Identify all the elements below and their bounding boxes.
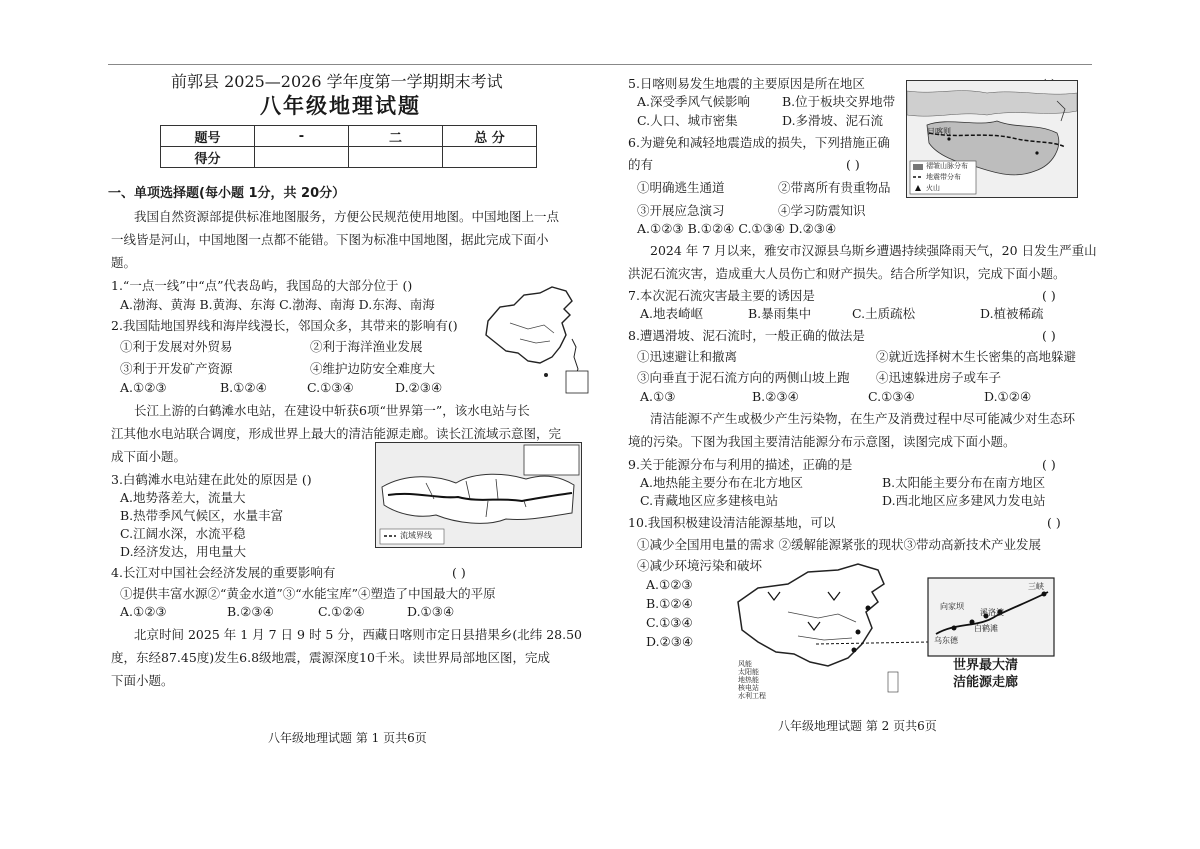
q2-item: ③利于开发矿产资源 [120, 361, 233, 376]
intro2-line: 江其他水电站联合调度，形成世界上最大的清洁能源走廊。读长江流域示意图，完 [111, 426, 562, 441]
q7-option: B.暴雨集中 [748, 306, 812, 321]
q2-option: A.①②③ [120, 380, 167, 395]
map-label-shigatse: 日喀则 [927, 127, 951, 136]
question-3: 3.白鹤滩水电站建在此处的原因是 () [111, 472, 312, 487]
q10-option: C.①③④ [646, 615, 693, 630]
question-7: 7.本次泥石流灾害最主要的诱因是 [628, 288, 815, 303]
intro5-line: 境的污染。下图为我国主要清洁能源分布示意图，读图完成下面小题。 [628, 434, 1016, 449]
q9-option: A.地热能主要分布在北方地区 [640, 475, 804, 490]
q4-option: D.①③④ [407, 604, 455, 619]
q1-options: A.渤海、黄海 B.黄海、东海 C.渤海、南海 D.东海、南海 [120, 297, 435, 312]
answer-paren: ( ) [1042, 288, 1056, 303]
page-footer: 八年级地理试题 第 2 页共6页 [778, 719, 937, 733]
question-2: 2.我国陆地国界线和海岸线漫长，邻国众多，其带来的影响有() [111, 318, 458, 333]
q9-option: D.西北地区应多建风力发电站 [882, 493, 1046, 508]
q3-option: B.热带季风气候区，水量丰富 [120, 508, 284, 523]
q3-option: D.经济发达，用电量大 [120, 544, 247, 559]
question-10: 10.我国积极建设清洁能源基地，可以 [628, 515, 836, 530]
section1-heading: 一、单项选择题(每小题 1分，共 20分） [108, 186, 346, 201]
q7-option: C.土质疏松 [852, 306, 916, 321]
q6-item: ②带离所有贵重物品 [778, 180, 891, 195]
legend-geothermal: 地热能 [738, 676, 759, 684]
intro3-line: 度，东经87.45度)发生6.8级地震，震源深度10千米。读世界局部地区图，完成 [111, 650, 550, 665]
q2-option: B.①②④ [220, 380, 267, 395]
top-rule [108, 64, 1092, 65]
paper-title: 八年级地理试题 [260, 94, 421, 118]
yangtze-basin-map [375, 442, 582, 548]
q7-option: A.地表崎岖 [640, 306, 704, 321]
q8-option: A.①③ [640, 389, 676, 404]
score-header-cell: - [255, 126, 349, 147]
map-legend-seismic-belt: 地震带分布 [926, 173, 961, 181]
question-5: 5.日喀则易发生地震的主要原因是所在地区 [628, 76, 865, 91]
map-title-line: 世界最大清 [953, 658, 1019, 673]
map-legend-label: 流域界线 [400, 531, 432, 540]
inset-label-baihetan: 白鹤滩 [974, 624, 998, 633]
q2-item: ①利于发展对外贸易 [120, 339, 233, 354]
q10-option: A.①②③ [646, 577, 693, 592]
legend-wind: 风能 [738, 660, 752, 668]
q3-option: A.地势落差大，流量大 [120, 490, 246, 505]
q4-option: A.①②③ [120, 604, 167, 619]
page-footer: 八年级地理试题 第 1 页共6页 [268, 731, 427, 745]
inset-label-three-gorges: 三峡 [1028, 582, 1044, 591]
intro4-line: 洪泥石流灾害，造成重大人员伤亡和财产损失。结合所学知识，完成下面小题。 [628, 266, 1066, 281]
question-8: 8.遭遇滑坡、泥石流时，一般正确的做法是 [628, 328, 865, 343]
legend-hydro: 水利工程 [738, 692, 766, 700]
answer-paren: ( ) [452, 565, 466, 580]
q5-option: B.位于板块交界地带 [782, 94, 896, 109]
question-9: 9.关于能源分布与利用的描述，正确的是 [628, 457, 853, 472]
q8-item: ③向垂直于泥石流方向的两侧山坡上跑 [637, 370, 850, 385]
question-1: 1.“一点一线”中“点”代表岛屿，我国岛的大部分位于 () [111, 278, 413, 293]
legend-nuclear: 核电站 [738, 684, 759, 692]
intro3-line: 下面小题。 [111, 673, 174, 688]
q6-item: ③开展应急演习 [637, 203, 725, 218]
intro5-line: 清洁能源不产生或极少产生污染物，在生产及消费过程中尽可能减少对生态环 [650, 411, 1076, 426]
clean-energy-map [728, 562, 1066, 702]
intro3-line: 北京时间 2025 年 1 月 7 日 9 时 5 分，西藏日喀则市定日县措果乡(北纬 28.50 [134, 627, 582, 642]
intro2-line: 长江上游的白鹤滩水电站，在建设中斩获6项“世界第一”，该水电站与长 [134, 403, 530, 418]
q4-items: ①提供丰富水源②“黄金水道”③“水能宝库”④塑造了中国最大的平原 [120, 586, 496, 601]
inset-label-xiluodu: 溪洛渡 [980, 608, 1004, 617]
q8-option: D.①②④ [984, 389, 1032, 404]
map-legend-fold-mountains: 褶皱山脉分布 [926, 162, 968, 170]
q4-option: C.①②④ [318, 604, 365, 619]
q6-options: A.①②③ B.①②④ C.①③④ D.②③④ [637, 221, 837, 236]
score-header-cell: 二 [349, 126, 443, 147]
q9-option: B.太阳能主要分布在南方地区 [882, 475, 1046, 490]
inset-label-wudongde: 乌东德 [934, 636, 958, 645]
intro2-line: 成下面小题。 [111, 449, 187, 464]
intro1-line: 题。 [111, 255, 137, 270]
score-input-cell [349, 147, 443, 168]
exam-title: 前郭县 2025—2026 学年度第一学期期末考试 [171, 72, 503, 91]
question-6: 6.为避免和减轻地震造成的损失，下列措施正确 [628, 135, 890, 150]
answer-paren: ( ) [1042, 328, 1056, 343]
intro1-line: 我国自然资源部提供标准地图服务，方便公民规范使用地图。中国地图上一点 [134, 209, 560, 224]
q10-option: D.②③④ [646, 634, 694, 649]
q10-items: ④减少环境污染和破坏 [637, 558, 763, 573]
q10-option: B.①②④ [646, 596, 693, 611]
q10-items: ①减少全国用电量的需求 ②缓解能源紧张的现状③带动高新技术产业发展 [637, 537, 1041, 552]
world-region-map [906, 80, 1078, 198]
question-4: 4.长江对中国社会经济发展的重要影响有 [111, 565, 336, 580]
intro4-line: 2024 年 7 月以来，雅安市汉源县乌斯乡遭遇持续强降雨天气，20 日发生严重山 [650, 243, 1097, 258]
q7-option: D.植被稀疏 [980, 306, 1044, 321]
q5-option: C.人口、城市密集 [637, 113, 738, 128]
q3-option: C.江阔水深，水流平稳 [120, 526, 246, 541]
q8-item: ②就近选择树木生长密集的高地躲避 [876, 349, 1077, 364]
china-map [480, 283, 592, 395]
q8-item: ①迅速避让和撤离 [637, 349, 738, 364]
q2-item: ④维护边防安全难度大 [310, 361, 436, 376]
score-header-cell: 总 分 [443, 126, 537, 147]
map-title-line: 洁能源走廊 [953, 675, 1019, 690]
q4-option: B.②③④ [227, 604, 274, 619]
score-input-cell [443, 147, 537, 168]
q2-item: ②利于海洋渔业发展 [310, 339, 423, 354]
answer-paren: ( ) [1042, 457, 1056, 472]
q6-item: ①明确逃生通道 [637, 180, 725, 195]
q2-option: C.①③④ [307, 380, 354, 395]
q5-option: A.深受季风气候影响 [637, 94, 751, 109]
q9-option: C.青藏地区应多建核电站 [640, 493, 779, 508]
inset-label-xiangjiaba: 向家坝 [940, 602, 964, 611]
score-table [160, 125, 537, 168]
intro1-line: 一线皆是河山，中国地图一点都不能错。下图为标准中国地图，据此完成下面小 [111, 232, 549, 247]
legend-solar: 太阳能 [738, 668, 759, 676]
score-label-cell: 得分 [161, 147, 255, 168]
q8-option: C.①③④ [868, 389, 915, 404]
q8-option: B.②③④ [752, 389, 799, 404]
q8-item: ④迅速躲进房子或车子 [876, 370, 1002, 385]
answer-paren: ( ) [846, 157, 860, 172]
map-legend-volcano: 火山 [926, 184, 940, 192]
q6-item: ④学习防震知识 [778, 203, 866, 218]
q2-option: D.②③④ [395, 380, 443, 395]
score-header-cell: 题号 [161, 126, 255, 147]
answer-paren: ( ) [1047, 515, 1061, 530]
question-6-cont: 的有 [628, 157, 654, 172]
q5-option: D.多滑坡、泥石流 [782, 113, 884, 128]
score-input-cell [255, 147, 349, 168]
